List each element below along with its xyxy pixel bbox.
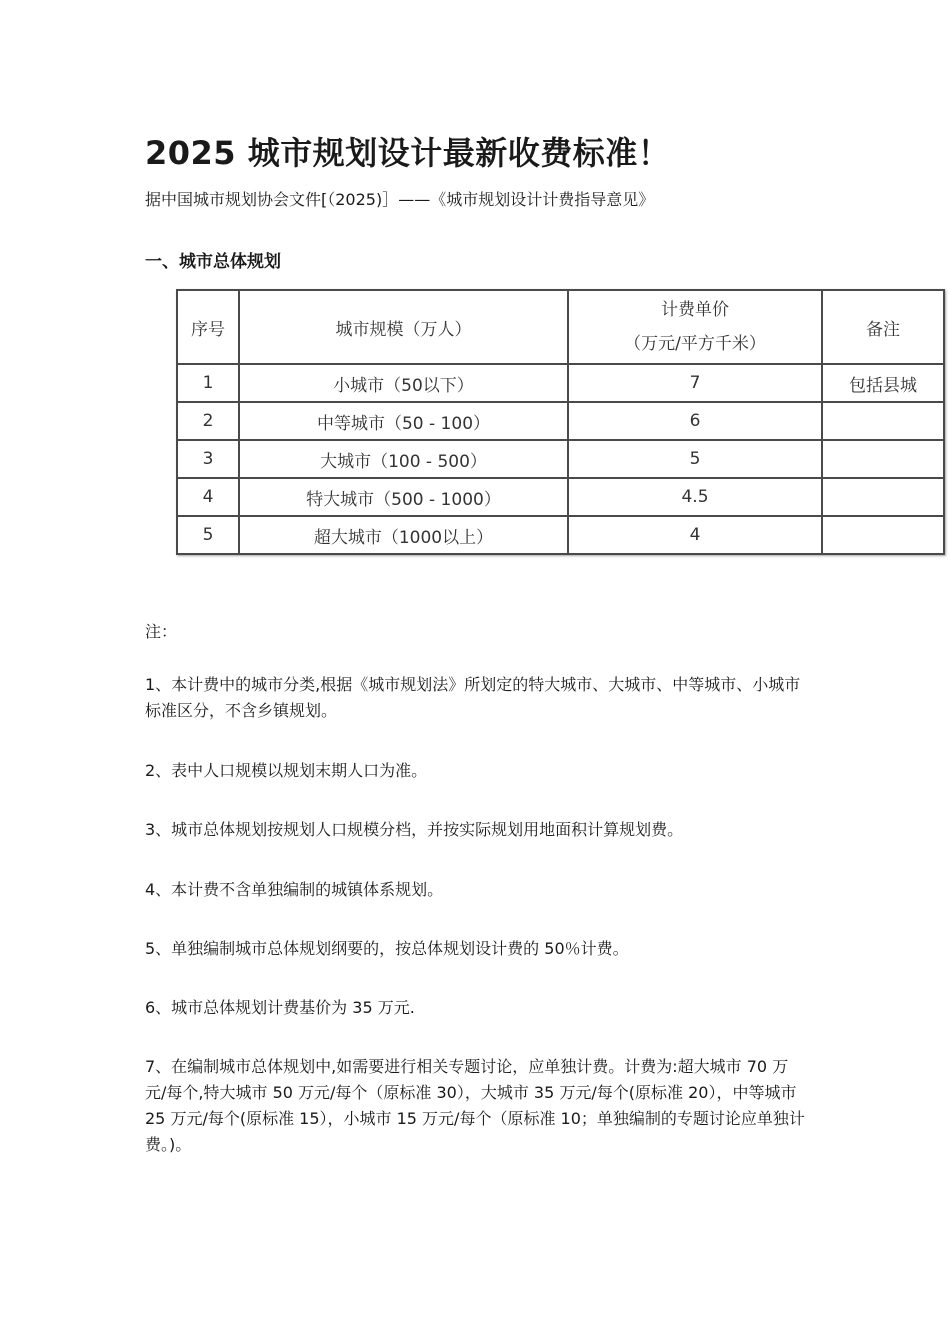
table-row [177, 364, 944, 402]
document-subtitle: 据中国城市规划协会文件[（2025)］——《城市规划设计计费指导意见》 [145, 190, 655, 209]
cell-note [822, 402, 944, 440]
note-item: 7、在编制城市总体规划中,如需要进行相关专题讨论，应单独计费。计费为:超大城市 70 万元/每个,特大城市 50 万元/每个（原标准 30），大城市 35 万元/每个(原标准 20），中等城市 25 万元/每个(原标准 15），小城市 15 万元/每个（原标准 10；单独编制的专题讨论应单独计费。)。 [145, 1057, 805, 1154]
note-item: 4、本计费不含单独编制的城镇体系规划。 [145, 880, 444, 899]
fee-table [176, 289, 945, 555]
header-no: 序号 [177, 290, 239, 364]
cell-note [822, 440, 944, 478]
cell-note: 包括县城 [822, 364, 944, 402]
note-item: 1、本计费中的城市分类,根据《城市规划法》所划定的特大城市、大城市、中等城市、小城市标准区分，不含乡镇规划。 [145, 675, 801, 720]
cell-price: 6 [568, 402, 822, 440]
cell-scale: 中等城市（50 - 100） [239, 402, 568, 440]
table-header [177, 290, 944, 364]
cell-price: 4.5 [568, 478, 822, 516]
cell-price: 7 [568, 364, 822, 402]
table-row [177, 440, 944, 478]
cell-price: 4 [568, 516, 822, 554]
note-item: 5、单独编制城市总体规划纲要的，按总体规划设计费的 50％计费。 [145, 939, 629, 958]
table-body [177, 364, 944, 554]
cell-scale: 小城市（50以下） [239, 364, 568, 402]
cell-no: 5 [177, 516, 239, 554]
cell-no: 2 [177, 402, 239, 440]
table-row [177, 516, 944, 554]
header-scale: 城市规模（万人） [239, 290, 568, 364]
note-item: 6、城市总体规划计费基价为 35 万元. [145, 998, 415, 1017]
header-note: 备注 [822, 290, 944, 364]
cell-scale: 特大城市（500 - 1000） [239, 478, 568, 516]
header-price-line1: 计费单价 [661, 300, 729, 320]
cell-scale: 大城市（100 - 500） [239, 440, 568, 478]
header-price [568, 290, 822, 364]
cell-no: 4 [177, 478, 239, 516]
cell-scale: 超大城市（1000以上） [239, 516, 568, 554]
header-price-line2: （万元/平方千米） [624, 334, 766, 354]
note-item: 3、城市总体规划按规划人口规模分档，并按实际规划用地面积计算规划费。 [145, 820, 684, 839]
note-item: 2、表中人口规模以规划末期人口为准。 [145, 761, 428, 780]
cell-no: 1 [177, 364, 239, 402]
table-row [177, 402, 944, 440]
cell-no: 3 [177, 440, 239, 478]
cell-price: 5 [568, 440, 822, 478]
table-row [177, 478, 944, 516]
notes-label: 注： [145, 622, 178, 641]
cell-note [822, 478, 944, 516]
table-header-row [177, 290, 944, 364]
page-title: 2025 城市规划设计最新收费标准！ [145, 134, 671, 172]
section-heading: 一、城市总体规划 [145, 252, 281, 272]
cell-note [822, 516, 944, 554]
